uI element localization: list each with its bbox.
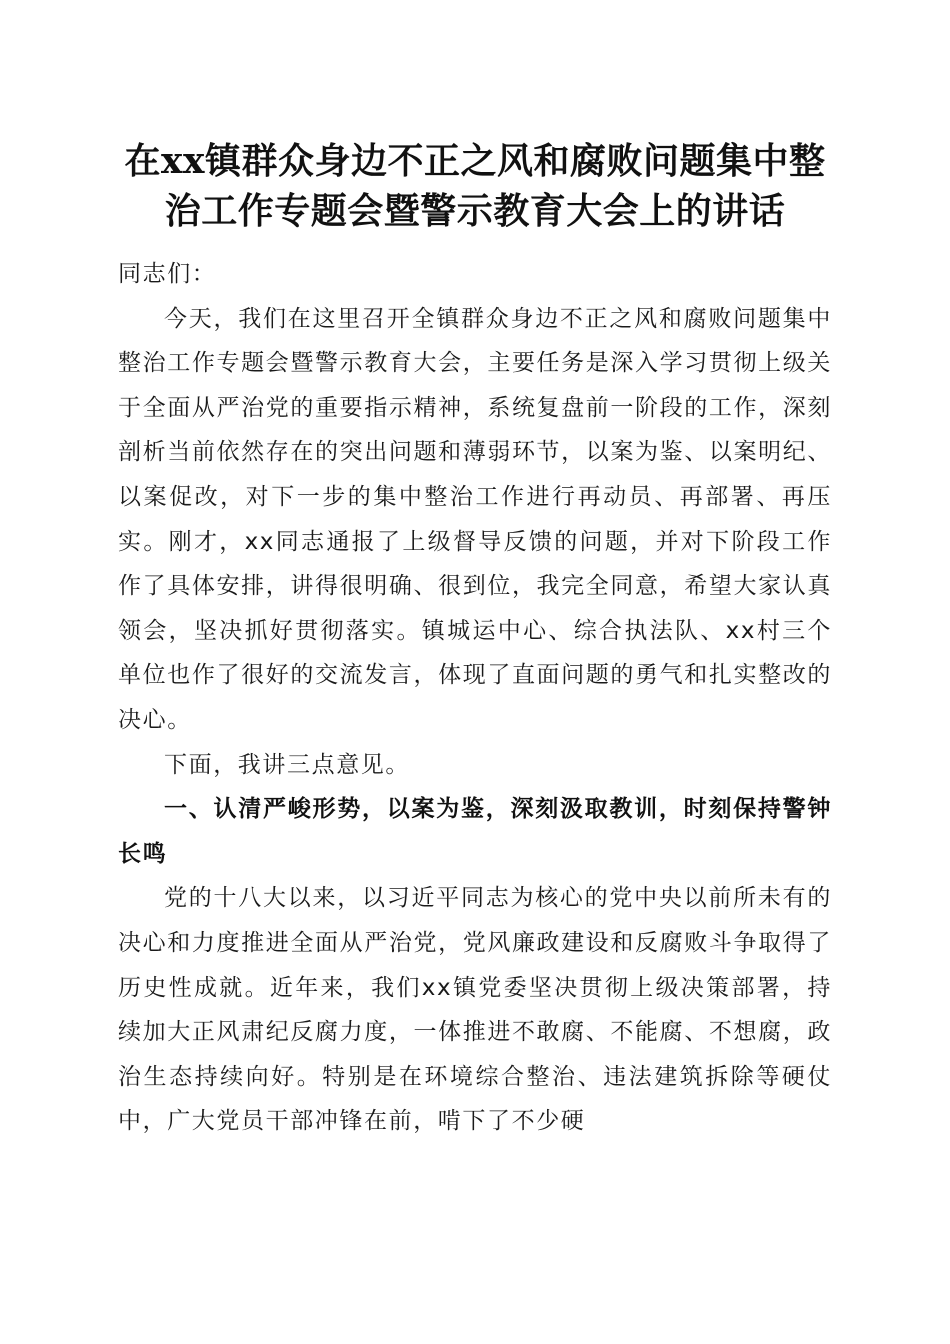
- section-heading-1: 一、认清严峻形势，以案为鉴，深刻汲取教训，时刻保持警钟长鸣: [118, 796, 832, 867]
- document-title: [118, 136, 832, 236]
- document-body: [118, 252, 832, 1144]
- paragraph-outline: 下面，我讲三点意见。: [164, 751, 410, 778]
- salutation: 同志们：: [118, 261, 217, 287]
- title-line-1: 在xx镇群众身边不正之风和腐败问题集中整: [124, 140, 826, 182]
- paragraph-opening: 今天，我们在这里召开全镇群众身边不正之风和腐败问题集中整治工作专题会暨警示教育大会，主要任务是深入学习贯彻上级关于全面从严治党的重要指示精神，系统复盘前一阶段的工作，深刻剖析当前依然存在的突出问题和薄弱环节，以案为鉴、以案明纪、以案促改，对下一步的集中整治工作进行再动员、再部署、再压实。刚才，xx同志通报了上级督导反馈的问题，并对下阶段工作作了具体安排，讲得很明确、很到位，我完全同意，希望大家认真领会，坚决抓好贯彻落实。镇城运中心、综合执法队、xx村三个单位也作了很好的交流发言，体现了直面问题的勇气和扎实整改的决心。: [118, 305, 832, 733]
- title-line-2: 治工作专题会暨警示教育大会上的讲话: [164, 190, 786, 232]
- paragraph-section-1: 党的十八大以来，以习近平同志为核心的党中央以前所未有的决心和力度推进全面从严治党，党风廉政建设和反腐败斗争取得了历史性成就。近年来，我们xx镇党委坚决贯彻上级决策部署，持续加大正风肃纪反腐力度，一体推进不敢腐、不能腐、不想腐，政治生态持续向好。特别是在环境综合整治、违法建筑拆除等硬仗中，广大党员干部冲锋在前，啃下了不少硬: [118, 885, 832, 1135]
